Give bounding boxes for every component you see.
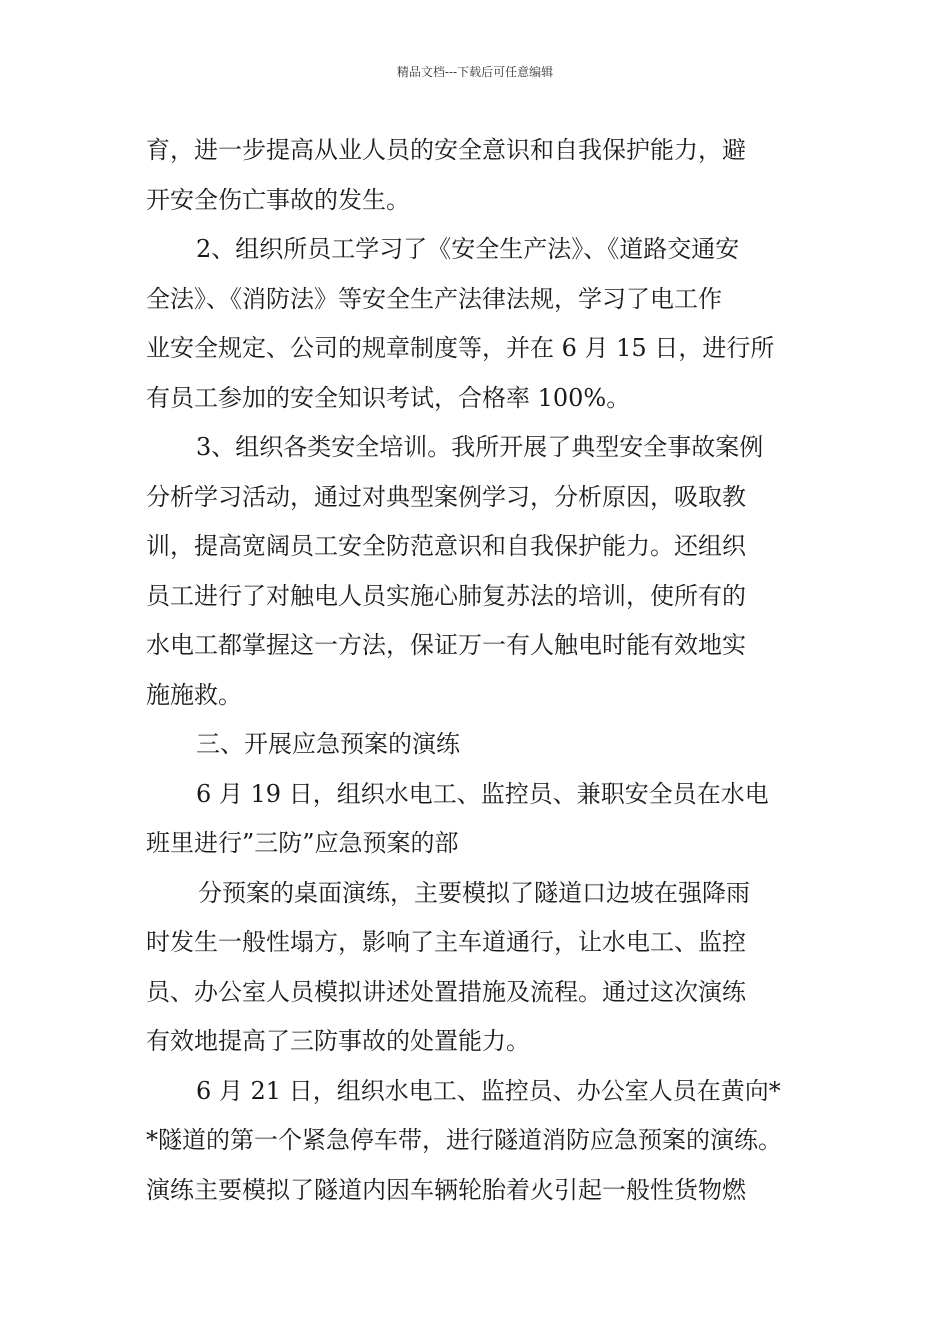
text-line: 演练主要模拟了隧道内因车辆轮胎着火引起一般性货物燃 <box>146 1175 746 1204</box>
text-line: 员工进行了对触电人员实施心肺复苏法的培训，使所有的 <box>146 581 746 610</box>
text-line: 有效地提高了三防事故的处置能力。 <box>146 1027 530 1055</box>
text-line: 员、办公室人员模拟讲述处置措施及流程。通过这次演练 <box>146 977 746 1006</box>
paragraph-start-line: 6 月 19 日，组织水电工、监控员、兼职安全员在水电 <box>196 779 769 808</box>
text-line: 有员工参加的安全知识考试，合格率 100%。 <box>146 383 631 412</box>
text-line: 班里进行”三防”应急预案的部 <box>146 829 459 857</box>
paragraph-start-line: 3、组织各类安全培训。我所开展了典型安全事故案例 <box>196 433 764 461</box>
page-header: 精品文档---下载后可任意编辑 <box>396 65 554 79</box>
text-line: 开安全伤亡事故的发生。 <box>146 185 410 214</box>
text-line: *隧道的第一个紧急停车带，进行隧道消防应急预案的演练。 <box>146 1126 782 1154</box>
text-line: 业安全规定、公司的规章制度等，并在 6 月 15 日，进行所 <box>146 334 775 362</box>
text-line: 施施救。 <box>146 680 242 709</box>
text-line: 水电工都掌握这一方法，保证万一有人触电时能有效地实 <box>146 631 746 659</box>
text-line: 训，提高宽阔员工安全防范意识和自我保护能力。还组织 <box>146 532 746 560</box>
text-line: 分析学习活动，通过对典型案例学习，分析原因，吸取教 <box>146 482 746 511</box>
section-heading: 三、开展应急预案的演练 <box>196 730 460 758</box>
paragraph-start-line: 2、组织所员工学习了《安全生产法》、《道路交通安 <box>196 235 740 263</box>
paragraph-start-line: 分预案的桌面演练，主要模拟了隧道口边坡在强降雨 <box>198 878 750 907</box>
paragraph-start-line: 6 月 21 日，组织水电工、监控员、办公室人员在黄向* <box>196 1076 781 1105</box>
text-line: 全法》、《消防法》等安全生产法律法规，学习了电工作 <box>146 284 722 313</box>
document-body <box>146 126 822 1215</box>
text-line: 育，进一步提高从业人员的安全意识和自我保护能力，避 <box>146 136 746 164</box>
text-line: 时发生一般性塌方，影响了主车道通行，让水电工、监控 <box>146 928 746 956</box>
